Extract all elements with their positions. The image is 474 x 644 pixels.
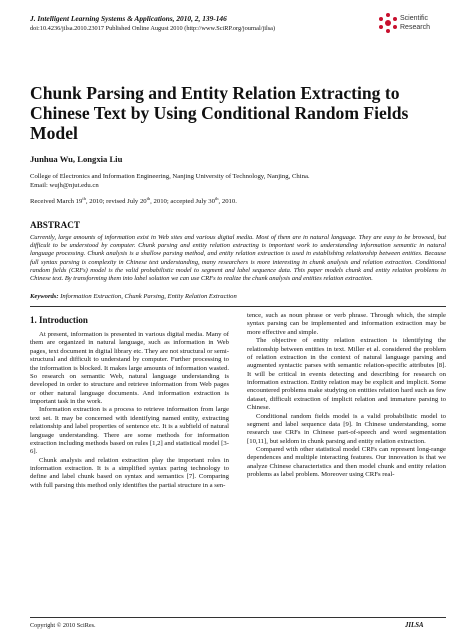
paper-title: Chunk Parsing and Entity Relation Extracting to Chinese Text by Using Conditional Random Fields Model	[30, 83, 409, 143]
accepted-part: , 2010; accepted July 30	[150, 198, 215, 205]
column-left	[30, 331, 229, 490]
keywords-label: Keywords:	[30, 293, 59, 300]
paragraph: Compared with other statistical model CRFs can represent long-range dependences and multiple interacting features. Our innovation is that we analyze Chinese characteristics and then model chunk and entity relation problems as label problem. Moreover using CRFs real-	[247, 446, 446, 479]
paragraph: Information extraction is a process to retrieve information from large text set. It may be concerned with identifying named entity, extracting relationship and label properties of sentence etc. It is a subfield of natural language understanding. There are some methods for information extraction including methods based on rules [1,2] and statistical model [3-6].	[30, 406, 229, 456]
abstract-text: Currently, large amounts of information exist in Web sites and various digital media. Most of them are in natural language. They are easy to be browsed, but difficult to be understood by computer. Chunk parsing and entity relation extracting is important work to understanding information semantic in natural language processing. Chunk analysis is a shallow parsing method, and entity relation extraction is used in establishing relationship between entities. Because full syntax parsing is complexity in Chinese text understanding, many researchers is more interesting in chunk analysis and relation extraction. Conditional random fields (CRFs) model is the valid probabilistic model to segment and label sequence data. This paper models chunk and entity relation problems in Chinese text. By transforming them into label solution we can use CRFs to realize the chunk analysis and entities relation extraction.	[30, 234, 446, 283]
logo-line-2: Research	[400, 24, 430, 31]
received-part: Received March 19	[30, 198, 83, 205]
doi-line: doi:10.4236/jilsa.2010.23017 Published Online August 2010 (http://www.SciRP.org/journal/jilsa)	[30, 25, 276, 32]
paragraph: tence, such as noun phrase or verb phrase. Through which, the simple syntax parsing can be implemented and information extraction may be more effective and simple.	[247, 312, 446, 336]
paragraph: Chunk analysis and relation extraction play the important roles in information extraction. It is a simplified syntax paring technology to define and label chunk based on syntax and semantics [7]. Comparing with full parsing this method only identifies the partial structure in a sen-	[30, 456, 229, 489]
affiliation: College of Electronics and Information Engineering, Nanjing University of Technology, Nanjing, China.	[30, 173, 310, 180]
email: Email: wujh@njut.edu.cn	[30, 181, 99, 189]
accepted-sup: th	[214, 195, 219, 201]
abstract-heading: ABSTRACT	[30, 220, 81, 230]
journal-citation: J. Intelligent Learning Systems & Applications, 2010, 2, 139-146	[30, 14, 227, 23]
authors: Junhua Wu, Longxia Liu	[30, 154, 123, 164]
section-divider	[30, 306, 446, 307]
keywords	[30, 293, 446, 300]
received-sup: th	[82, 195, 86, 201]
footer-divider	[30, 617, 446, 618]
intro-heading: 1. Introduction	[30, 315, 88, 325]
keywords-text: Information Extraction, Chunk Parsing, Entity Relation Extraction	[58, 293, 237, 300]
revised-part: , 2010; revised July 20	[85, 198, 147, 205]
logo-line-1: Scientific	[400, 15, 429, 22]
scientific-research-logo-icon	[378, 12, 398, 34]
journal-abbreviation: JILSA	[405, 622, 424, 629]
paragraph: The objective of entity relation extraction is identifying the relationship between entities in text. Miller et al. considered the problem of relation extraction in the context of natural language parsing and augmented syntactic parses with semantic relation-specific attributes [8]. It will be critical in events detecting and describing for research on information extraction. Entity relation may be explicit and implicit. Some encountered problems make studying on entities relation hard such as few dataset, difficult extraction of implicit relation and immature parsing to Chinese.	[247, 337, 446, 412]
paragraph: At present, information is presented in various digital media. Many of them are organized in natural language, such as information in Web pages, text document in digital library etc. They are not structural or semi-structural and difficult to understand by computer. Further processing to the information is blocked. It makes large amounts of information wasted. So research on semantic Web, natural language understanding is developed in order to structure and retrieve information from Web pages or other natural language documents. And information extraction is important task in the work.	[30, 331, 229, 405]
publisher-logo	[378, 12, 458, 44]
copyright: Copyright © 2010 SciRes.	[30, 622, 96, 629]
revised-sup: th	[146, 195, 151, 201]
received-dates	[30, 195, 237, 205]
column-right	[247, 312, 446, 480]
paragraph: Conditional random fields model is a valid probabilistic model to segment and label sequence data [9]. In Chinese understanding, some research use CRFs in Chinese part-of-speech and word segmentation [10,11], but seldom in chunk parsing and entity relation extraction.	[247, 412, 446, 445]
affiliation-block	[30, 173, 310, 190]
year-part: , 2010.	[218, 198, 237, 205]
